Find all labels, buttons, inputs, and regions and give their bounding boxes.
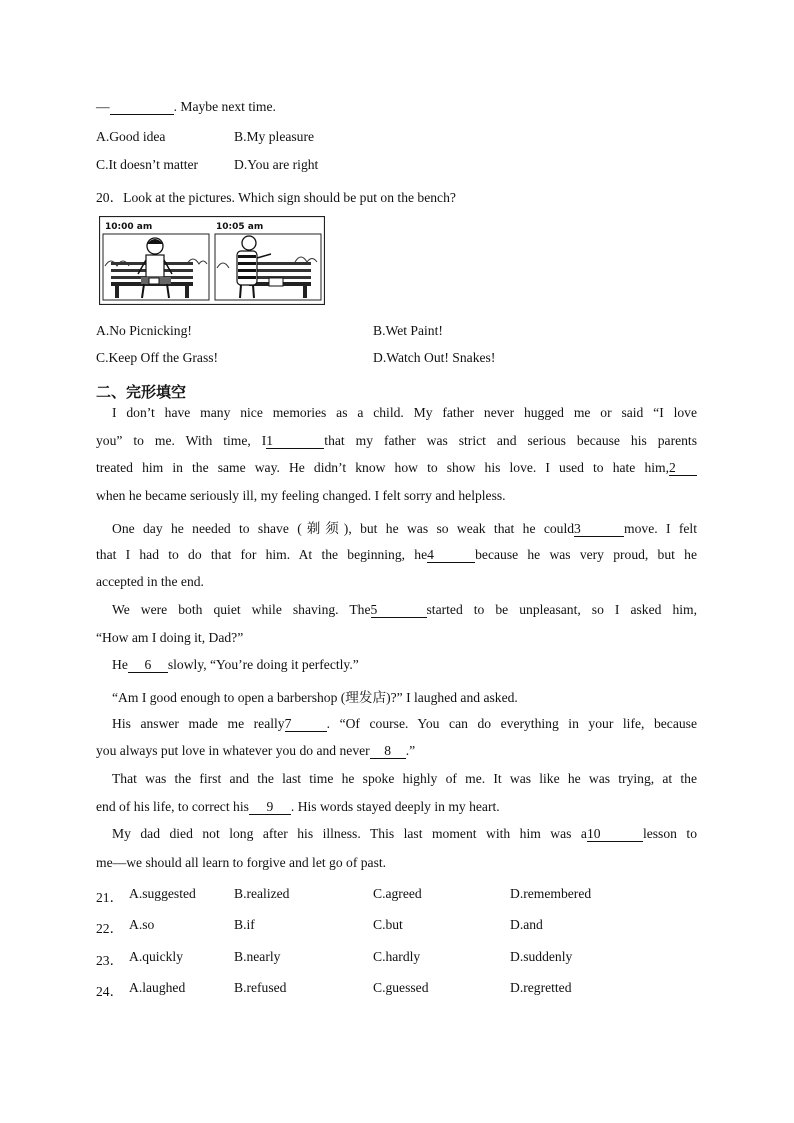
- cloze-blank-10: 10: [587, 827, 643, 842]
- q19-option-c: C.It doesn’t matter: [96, 157, 199, 172]
- option-a: A.so: [129, 917, 155, 932]
- option-c: C.guessed: [373, 980, 429, 995]
- bench-pictures-figure: [99, 216, 325, 305]
- passage-line: end of his life, to correct his 9 . His words stayed deeply in my heart.: [96, 799, 500, 814]
- passage-line: you always put love in whatever you do and never 8 .”: [96, 743, 416, 758]
- cloze-blank-7: 7: [285, 717, 327, 732]
- passage-line: when he became seriously ill, my feeling changed. I felt sorry and helpless.: [96, 488, 506, 503]
- passage-line: you” to me. With time, I1 that my father was strict and serious because his parents: [96, 433, 697, 448]
- option-c: C.agreed: [373, 886, 422, 901]
- q20-option-a: A.No Picnicking!: [96, 323, 192, 338]
- option-a: A.quickly: [129, 949, 183, 964]
- cloze-blank-5: 5: [371, 603, 427, 618]
- q20-option-b: B.Wet Paint!: [373, 323, 443, 338]
- q19-option-d: D.You are right: [234, 157, 319, 172]
- passage-line: We were both quiet while shaving. The5 started to be unpleasant, so I asked him,: [112, 602, 697, 617]
- passage-line: That was the first and the last time he spoke highly of me. It was like he was trying, at the: [112, 771, 697, 786]
- question-number: 24．: [96, 984, 124, 999]
- cloze-blank-2: 2: [669, 461, 697, 476]
- question-number: 22．: [96, 921, 124, 936]
- option-b: B.refused: [234, 980, 287, 995]
- passage-line: “Am I good enough to open a barbershop (理发店)?” I laughed and asked.: [112, 690, 518, 705]
- option-b: B.if: [234, 917, 255, 932]
- passage-line: He 6 slowly, “You’re doing it perfectly.”: [112, 657, 359, 672]
- option-d: D.and: [510, 917, 543, 932]
- question-number: 23．: [96, 953, 124, 968]
- option-c: C.hardly: [373, 949, 421, 964]
- passage-line: me—we should all learn to forgive and let go of past.: [96, 855, 387, 870]
- option-a: A.suggested: [129, 886, 196, 901]
- passage-line: His answer made me really7 . “Of course. You can do everything in your life, because: [112, 716, 697, 731]
- q20-question: 20．Look at the pictures. Which sign should be put on the bench?: [96, 190, 456, 205]
- panel-2-time: 10:05 am: [216, 222, 264, 232]
- q19-option-b: B.My pleasure: [234, 129, 315, 144]
- q19-blank: [110, 100, 174, 115]
- cloze-blank-4: 4: [427, 548, 475, 563]
- passage-line: that I had to do that for him. At the beginning, he4 because he was very proud, but he: [96, 547, 697, 562]
- option-d: D.suddenly: [510, 949, 573, 964]
- passage-line: My dad died not long after his illness. This last moment with him was a10 lesson to: [112, 826, 697, 841]
- option-d: D.regretted: [510, 980, 572, 995]
- option-d: D.remembered: [510, 886, 592, 901]
- passage-line: One day he needed to shave (剃须), but he was so weak that he could3 move. I felt: [112, 521, 697, 536]
- panel-1-time: 10:00 am: [105, 222, 153, 232]
- passage-line: “How am I doing it, Dad?”: [96, 630, 244, 645]
- passage-line: I don’t have many nice memories as a child. My father never hugged me or said “I love: [112, 405, 697, 420]
- option-a: A.laughed: [129, 980, 186, 995]
- cloze-blank-8: 8: [370, 744, 406, 759]
- cloze-blank-6: 6: [128, 658, 168, 673]
- q20-option-c: C.Keep Off the Grass!: [96, 350, 219, 365]
- cloze-blank-9: 9: [249, 800, 291, 815]
- cloze-blank-1: 1: [266, 434, 324, 449]
- section-heading: 二、完形填空: [96, 383, 187, 401]
- option-b: B.realized: [234, 886, 290, 901]
- cloze-blank-3: 3: [574, 522, 624, 537]
- q19-option-a: A.Good idea: [96, 129, 166, 144]
- passage-line: treated him in the same way. He didn’t know how to show his love. I used to hate him,2: [96, 460, 697, 476]
- option-b: B.nearly: [234, 949, 281, 964]
- q20-option-d: D.Watch Out! Snakes!: [373, 350, 496, 365]
- option-c: C.but: [373, 917, 403, 932]
- passage-line: accepted in the end.: [96, 574, 204, 589]
- q19-stem: — . Maybe next time.: [96, 99, 276, 114]
- question-number: 21．: [96, 890, 124, 905]
